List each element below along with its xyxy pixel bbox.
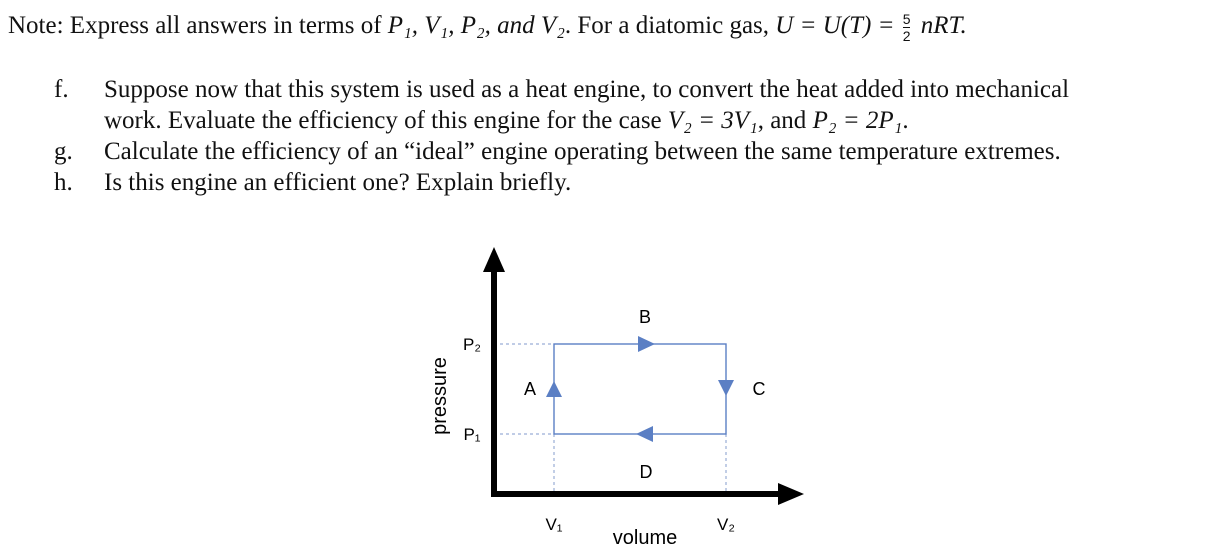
question-h [46, 167, 1226, 198]
path-d-label: D [639, 462, 653, 482]
fraction-denominator: 2 [902, 27, 911, 44]
path-c-label: C [752, 379, 766, 399]
nrt-term: nRT. [920, 12, 967, 39]
pv-diagram [410, 238, 830, 558]
note-line [8, 8, 1228, 44]
question-f-text-b: , and [757, 107, 807, 134]
question-f-line-1: Suppose now that this system is used as a heat engine, to convert the heat added into mechanical [104, 76, 1070, 103]
path-a-label: A [523, 379, 537, 399]
question-marker: g. [54, 138, 73, 165]
pressure-axis-label: pressure [429, 357, 451, 435]
question-f-text-a: work. Evaluate the efficiency of this engine for the case [104, 107, 662, 134]
note-lead: Note: Express all answers in terms of [8, 12, 382, 39]
volume-axis-arrowhead [778, 483, 804, 505]
v1-tick-label: V₁ [545, 515, 563, 534]
question-h-text: Is this engine an efficient one? Explain briefly. [104, 169, 572, 196]
cycle-rectangle [554, 344, 726, 434]
path-b-label: B [638, 307, 652, 327]
path-d-arrow [636, 426, 653, 442]
p2-tick-label: P₂ [463, 335, 481, 354]
pressure-axis-arrowhead [483, 247, 505, 272]
path-a-arrow [546, 381, 562, 397]
question-f-text-c: . [902, 107, 909, 134]
path-b-arrow [638, 336, 655, 352]
internal-energy-equation: U = U(T) = [775, 12, 895, 39]
question-marker: h. [54, 169, 73, 196]
p2-equation: P₂ = 2P₁ [812, 107, 903, 134]
question-f [46, 74, 1226, 136]
question-g-text: Calculate the efficiency of an “ideal” engine operating between the same temperature extremes. [104, 138, 1061, 165]
path-c-arrow [718, 380, 734, 396]
note-variables: P₁, V₁, P₂, and V₂ [387, 12, 565, 39]
v2-equation: V₂ = 3V₁ [667, 107, 758, 134]
question-list [46, 74, 1226, 198]
fraction-numerator: 5 [902, 10, 911, 27]
note-mid: . For a diatomic gas, [564, 12, 770, 39]
v2-tick-label: V₂ [717, 515, 735, 534]
volume-axis-label: volume [612, 527, 678, 549]
question-g [46, 136, 1226, 167]
p1-tick-label: P₁ [463, 425, 481, 444]
question-f-line-2 [104, 105, 1226, 136]
question-marker: f. [54, 76, 69, 103]
five-halves-fraction [903, 12, 911, 43]
